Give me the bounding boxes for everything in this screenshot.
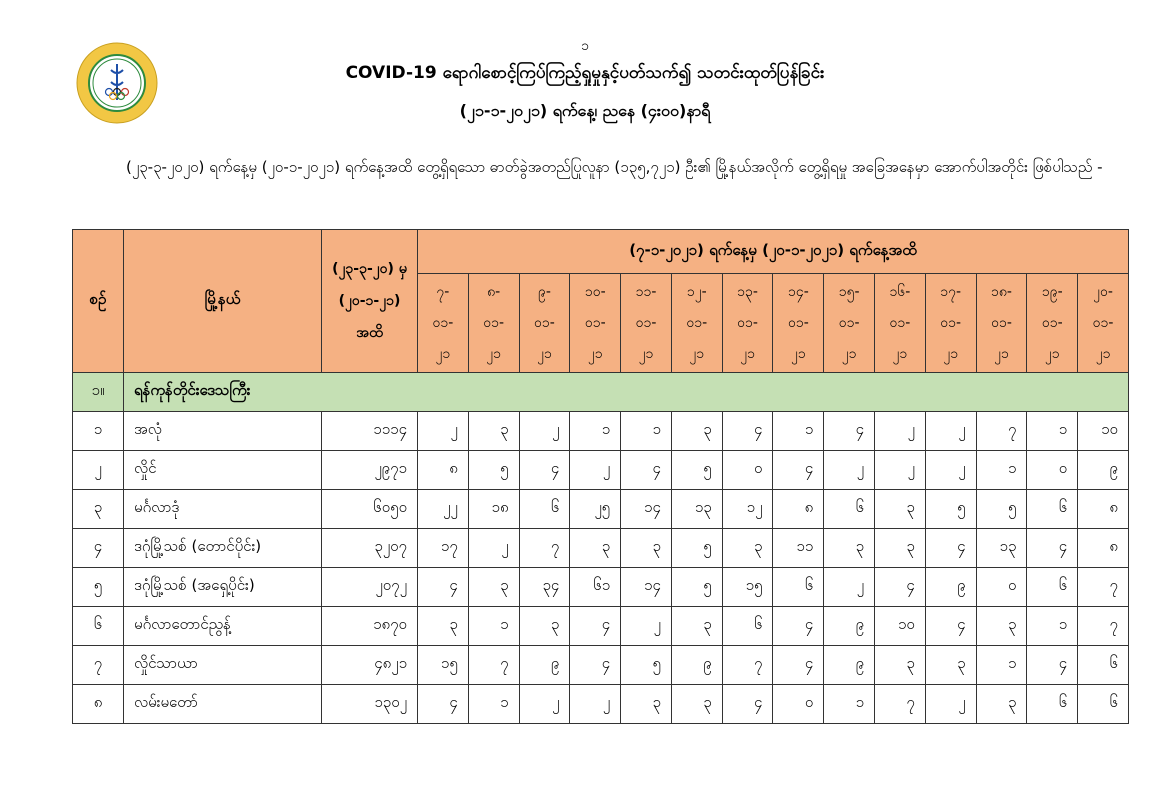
row-daily-value: ၃ — [570, 529, 621, 568]
header-date-part: ၁၄- — [787, 283, 809, 300]
row-daily-value: ၅ — [671, 451, 722, 490]
header-date-part: ၁၃- — [737, 283, 758, 300]
header-date — [722, 274, 773, 373]
header-date-part: ၂၀- — [1093, 283, 1113, 300]
row-daily-value: ၁ — [468, 607, 519, 646]
header-date — [773, 274, 824, 373]
row-total: ၁၁၁၄ — [322, 412, 418, 451]
header-date — [418, 274, 469, 373]
row-daily-value: ၄ — [773, 451, 824, 490]
header-total: (၂၃-၃-၂၀) မှ (၂၀-၁-၂၁) အထိ — [322, 230, 418, 373]
row-daily-value: ၁ — [976, 646, 1027, 685]
row-daily-value: ၃ — [875, 490, 926, 529]
row-daily-value: ၅ — [671, 568, 722, 607]
row-daily-value: ၀ — [773, 685, 824, 724]
row-daily-value: ၄ — [519, 451, 570, 490]
row-daily-value: ၄ — [1027, 529, 1078, 568]
table-row — [73, 685, 1129, 724]
row-daily-value: ၂၂ — [418, 490, 469, 529]
row-no: ၁ — [73, 412, 124, 451]
row-daily-value: ၇ — [1078, 568, 1129, 607]
row-daily-value: ၆ — [1027, 685, 1078, 724]
row-daily-value: ၆၁ — [570, 568, 621, 607]
header-date-part: ၂၁ — [587, 345, 603, 362]
row-township: အလုံ — [124, 412, 322, 451]
row-daily-value: ၀ — [1027, 451, 1078, 490]
row-daily-value: ၉ — [1078, 451, 1129, 490]
header-date-part: ၂၁ — [486, 345, 502, 362]
row-daily-value: ၇ — [519, 529, 570, 568]
row-daily-value: ၁ — [468, 685, 519, 724]
row-daily-value: ၁၀ — [1078, 412, 1129, 451]
row-no: ၅ — [73, 568, 124, 607]
region-row — [73, 373, 1129, 412]
header-date-part: ၀၁- — [1092, 314, 1114, 331]
row-no: ၃ — [73, 490, 124, 529]
header-date-part: ၁၆- — [889, 283, 911, 300]
row-daily-value: ၁၁ — [773, 529, 824, 568]
header-date-part: ၂၁ — [1095, 345, 1111, 362]
row-daily-value: ၅ — [925, 490, 976, 529]
row-daily-value: ၆ — [1027, 568, 1078, 607]
row-daily-value: ၄ — [925, 529, 976, 568]
row-no: ၆ — [73, 607, 124, 646]
table-row — [73, 490, 1129, 529]
header-date-part: ၀၁- — [737, 314, 758, 331]
row-daily-value: ၉ — [824, 646, 875, 685]
row-total: ၃၂၀၇ — [322, 529, 418, 568]
row-daily-value: ၀ — [722, 451, 773, 490]
row-daily-value: ၂ — [925, 412, 976, 451]
township-cases-table — [72, 229, 1129, 724]
row-daily-value: ၇ — [875, 685, 926, 724]
row-daily-value: ၃ — [875, 646, 926, 685]
row-daily-value: ၁၃ — [671, 490, 722, 529]
header-date-part: ၈- — [487, 283, 501, 300]
row-daily-value: ၂ — [570, 685, 621, 724]
row-township: လှိုင်သာယာ — [124, 646, 322, 685]
row-daily-value: ၁ — [824, 685, 875, 724]
row-daily-value: ၁ — [773, 412, 824, 451]
row-daily-value: ၂ — [570, 451, 621, 490]
row-daily-value: ၃ — [621, 529, 672, 568]
header-date-part: ၀၁- — [787, 314, 809, 331]
header-date — [671, 274, 722, 373]
row-daily-value: ၃ — [671, 412, 722, 451]
row-daily-value: ၂ — [468, 529, 519, 568]
row-township: ဒဂုံမြို့သစ် (တောင်ပိုင်း) — [124, 529, 322, 568]
header-date-part: ၀၁- — [940, 314, 962, 331]
row-daily-value: ၆ — [519, 490, 570, 529]
row-daily-value: ၅ — [976, 490, 1027, 529]
row-daily-value: ၈ — [418, 451, 469, 490]
document-title: COVID-19 ရောဂါစောင့်ကြပ်ကြည့်ရှုမှုနှင့်ပတ်သက်၍ သတင်းထုတ်ပြန်ခြင်း — [345, 63, 825, 83]
header-township: မြို့နယ် — [124, 230, 322, 373]
row-daily-value: ၁၂ — [722, 490, 773, 529]
header-date-part: ၂၁ — [638, 345, 654, 362]
row-daily-value: ၀ — [976, 568, 1027, 607]
region-name: ရန်ကုန်တိုင်းဒေသကြီး — [124, 373, 1129, 412]
header-date-part: ၂၁ — [841, 345, 857, 362]
region-no: ၁။ — [73, 373, 124, 412]
header-date-part: ၂၁ — [892, 345, 908, 362]
row-total: ၄၈၂၁ — [322, 646, 418, 685]
header-date-part: ၀၁- — [635, 314, 657, 331]
row-daily-value: ၄ — [925, 607, 976, 646]
row-daily-value: ၄ — [570, 607, 621, 646]
row-daily-value: ၆ — [1078, 646, 1129, 685]
row-daily-value: ၆ — [1027, 490, 1078, 529]
header-date-part: ၂၁ — [435, 345, 451, 362]
row-daily-value: ၄ — [773, 607, 824, 646]
row-daily-value: ၁၈ — [468, 490, 519, 529]
row-daily-value: ၁ — [1027, 607, 1078, 646]
row-daily-value: ၂ — [519, 685, 570, 724]
table-row — [73, 529, 1129, 568]
header-date — [1078, 274, 1129, 373]
header-date — [976, 274, 1027, 373]
header-date-part: ၂၁ — [740, 345, 755, 362]
row-daily-value: ၆ — [1078, 685, 1129, 724]
header-date — [875, 274, 926, 373]
header-date — [519, 274, 570, 373]
row-daily-value: ၉ — [671, 646, 722, 685]
header-date-part: ၂၁ — [537, 345, 552, 362]
row-daily-value: ၅ — [621, 646, 672, 685]
row-total: ၁၈၇၀ — [322, 607, 418, 646]
row-daily-value: ၈ — [1078, 490, 1129, 529]
header-date-part: ၀၁- — [483, 314, 505, 331]
row-daily-value: ၇ — [722, 646, 773, 685]
row-daily-value: ၃ — [875, 529, 926, 568]
row-daily-value: ၅ — [468, 451, 519, 490]
row-total: ၁၃၀၂ — [322, 685, 418, 724]
row-daily-value: ၂ — [621, 607, 672, 646]
row-daily-value: ၁ — [1027, 412, 1078, 451]
header-date-part: ၀၁- — [991, 314, 1012, 331]
row-daily-value: ၃ — [418, 607, 469, 646]
row-daily-value: ၁ — [976, 451, 1027, 490]
row-daily-value: ၂ — [418, 412, 469, 451]
row-daily-value: ၃ — [671, 685, 722, 724]
row-township: လမ်းမတော် — [124, 685, 322, 724]
row-daily-value: ၄ — [621, 451, 672, 490]
row-daily-value: ၇ — [468, 646, 519, 685]
row-township: မင်္ဂလာတောင်ညွန့် — [124, 607, 322, 646]
header-date-part: ၂၁ — [943, 345, 959, 362]
row-total: ၂၉၇၁ — [322, 451, 418, 490]
row-daily-value: ၃ — [671, 607, 722, 646]
row-daily-value: ၆ — [722, 607, 773, 646]
header-date-part: ၀၁- — [584, 314, 606, 331]
row-no: ၇ — [73, 646, 124, 685]
table-row — [73, 451, 1129, 490]
row-daily-value: ၄ — [1027, 646, 1078, 685]
row-daily-value: ၂ — [875, 412, 926, 451]
header-date — [1027, 274, 1078, 373]
row-daily-value: ၃ — [824, 529, 875, 568]
row-daily-value: ၆ — [773, 568, 824, 607]
row-daily-value: ၈ — [1078, 529, 1129, 568]
row-daily-value: ၃ — [925, 646, 976, 685]
row-daily-value: ၃ — [976, 607, 1027, 646]
header-date-part: ၂၁ — [994, 345, 1009, 362]
row-daily-value: ၆ — [824, 490, 875, 529]
document-subtitle: (၂၁-၁-၂၀၂၁) ရက်နေ့၊ ညနေ (၄း၀၀)နာရီ — [459, 101, 711, 120]
row-daily-value: ၁၅ — [418, 646, 469, 685]
header-date-part: ၀၁- — [1041, 314, 1063, 331]
row-daily-value: ၄ — [418, 685, 469, 724]
row-daily-value: ၁၃ — [976, 529, 1027, 568]
row-daily-value: ၄ — [824, 412, 875, 451]
row-daily-value: ၉ — [925, 568, 976, 607]
table-row — [73, 646, 1129, 685]
row-daily-value: ၄ — [570, 646, 621, 685]
row-daily-value: ၅ — [671, 529, 722, 568]
header-date-part: ၁၁- — [635, 283, 657, 300]
row-daily-value: ၉ — [824, 607, 875, 646]
row-daily-value: ၃ — [722, 529, 773, 568]
row-daily-value: ၄ — [722, 412, 773, 451]
row-daily-value: ၂ — [925, 451, 976, 490]
row-daily-value: ၄ — [418, 568, 469, 607]
header-date-part: ၉- — [537, 283, 551, 300]
intro-paragraph: (၂၃-၃-၂၀၂၀) ရက်နေ့မှ (၂၀-၁-၂၀၂၁) ရက်နေ့အထိ တွေ့ရှိရသော ဓာတ်ခွဲအတည်ပြုလူနာ (၁၃၅,၇၂၁) ဦး၏ မြို့နယ်အလိုက် တွေ့ရှိရမှု အခြေအနေမှာ အောက်ပါအတိုင်း ဖြစ်ပါသည် - — [126, 158, 1103, 176]
row-daily-value: ၇ — [976, 412, 1027, 451]
header-date-part: ၂၁ — [689, 345, 705, 362]
row-daily-value: ၂ — [875, 451, 926, 490]
header-date-part: ၁၅- — [838, 283, 860, 300]
row-daily-value: ၄ — [875, 568, 926, 607]
row-daily-value: ၃ — [468, 568, 519, 607]
row-daily-value: ၁၇ — [418, 529, 469, 568]
row-daily-value: ၁၄ — [621, 568, 672, 607]
row-daily-value: ၉ — [519, 646, 570, 685]
row-daily-value: ၃ — [468, 412, 519, 451]
row-daily-value: ၃ — [976, 685, 1027, 724]
row-daily-value: ၁၄ — [621, 490, 672, 529]
row-daily-value: ၄ — [773, 646, 824, 685]
header-date-part: ၀၁- — [534, 314, 555, 331]
table-row — [73, 568, 1129, 607]
header-date-part: ၁၈- — [991, 283, 1012, 300]
header-date — [570, 274, 621, 373]
row-daily-value: ၁၀ — [875, 607, 926, 646]
page-number: ၁ — [581, 38, 589, 54]
row-no: ၄ — [73, 529, 124, 568]
table-row — [73, 607, 1129, 646]
row-daily-value: ၃ — [519, 607, 570, 646]
header-date-part: ၀၁- — [838, 314, 860, 331]
row-daily-value: ၇ — [1078, 607, 1129, 646]
header-date-part: ၁၀- — [584, 283, 606, 300]
row-daily-value: ၃ — [621, 685, 672, 724]
header-date — [925, 274, 976, 373]
row-daily-value: ၁ — [570, 412, 621, 451]
table-row — [73, 412, 1129, 451]
header-date-part: ၁၇- — [940, 283, 962, 300]
row-daily-value: ၃၄ — [519, 568, 570, 607]
row-no: ၈ — [73, 685, 124, 724]
header-date — [468, 274, 519, 373]
row-daily-value: ၂၅ — [570, 490, 621, 529]
row-daily-value: ၂ — [824, 568, 875, 607]
row-total: ၂၀၇၂ — [322, 568, 418, 607]
header-date-part: ၇- — [436, 283, 450, 300]
row-daily-value: ၂ — [824, 451, 875, 490]
row-township: ဒဂုံမြို့သစ် (အရှေ့ပိုင်း) — [124, 568, 322, 607]
row-daily-value: ၁ — [621, 412, 672, 451]
header-date-range: (၇-၁-၂၀၂၁) ရက်နေ့မှ (၂၀-၁-၂၀၂၁) ရက်နေ့အထိ — [418, 230, 1129, 274]
row-township: လှိုင် — [124, 451, 322, 490]
row-total: ၆၀၅၀ — [322, 490, 418, 529]
row-daily-value: ၁၅ — [722, 568, 773, 607]
header-date-part: ၁၂- — [686, 283, 707, 300]
row-daily-value: ၄ — [722, 685, 773, 724]
header-date-part: ၀၁- — [432, 314, 454, 331]
header-date — [621, 274, 672, 373]
row-daily-value: ၂ — [519, 412, 570, 451]
header-date-part: ၀၁- — [889, 314, 911, 331]
row-daily-value: ၈ — [773, 490, 824, 529]
header-no: စဉ် — [73, 230, 124, 373]
row-daily-value: ၂ — [925, 685, 976, 724]
row-township: မင်္ဂလာဒုံ — [124, 490, 322, 529]
header-date-part: ၀၁- — [686, 314, 708, 331]
header-date-part: ၁၉- — [1041, 283, 1063, 300]
header-date — [824, 274, 875, 373]
header-date-part: ၂၁ — [790, 345, 806, 362]
row-no: ၂ — [73, 451, 124, 490]
header-date-part: ၂၁ — [1044, 345, 1060, 362]
